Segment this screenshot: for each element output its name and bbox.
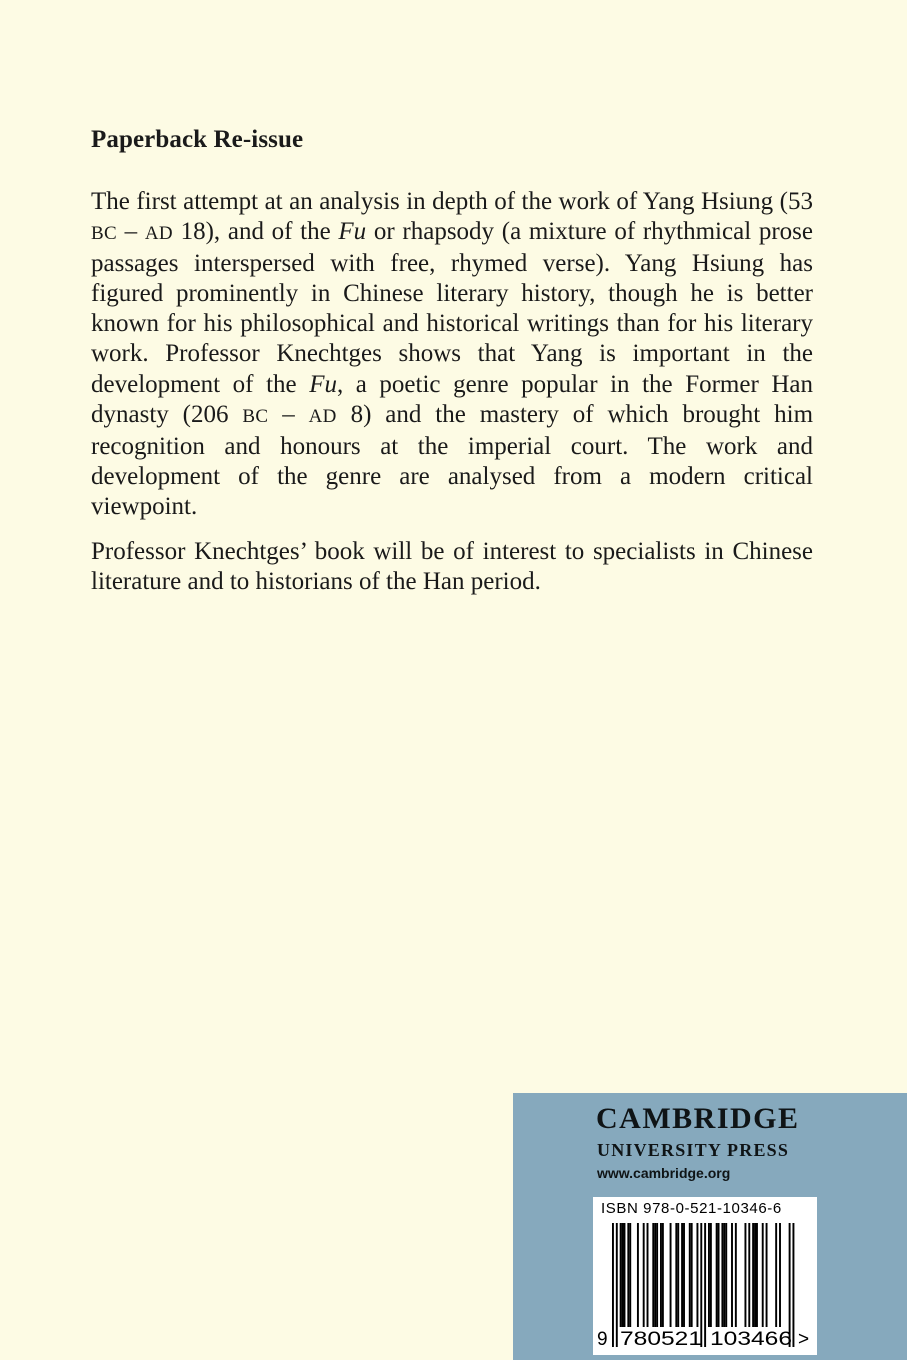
barcode-bar xyxy=(723,1223,725,1327)
barcode-lead-digit: 9 xyxy=(597,1329,608,1350)
barcode-bar xyxy=(721,1223,723,1327)
barcode-bar xyxy=(675,1223,677,1327)
barcode-bar xyxy=(660,1223,662,1327)
barcode-bar xyxy=(704,1223,706,1347)
desc-text: – xyxy=(116,218,145,246)
barcode-bar xyxy=(647,1223,649,1327)
era-ad: AD xyxy=(308,405,337,427)
barcode-right-digits: 103466 xyxy=(710,1329,792,1350)
era-bc: BC xyxy=(242,405,269,427)
barcode-bar xyxy=(710,1223,712,1327)
barcode-bar xyxy=(656,1223,658,1327)
audience-paragraph: Professor Knechtges’ book will be of interest to specialists in Chinese literature and to historians of the Han period. xyxy=(91,538,813,596)
barcode-bar xyxy=(629,1223,631,1327)
barcode-left-digits: 780521 xyxy=(620,1329,702,1350)
barcode-bar xyxy=(779,1223,781,1327)
barcode-bar xyxy=(627,1223,629,1327)
barcode-bar xyxy=(691,1223,693,1327)
desc-text: or rhapsody (a mixture of rhythmical prose passages interspersed with free, rhymed verse). Yang Hsiung has figured prominently in Chinese literary history, though he is better known for his philosophical and historical writings than for his literary work. Professor Knechtges shows that Yang is important in the development of the xyxy=(91,218,813,398)
publisher-panel xyxy=(513,1093,907,1360)
barcode-bar xyxy=(708,1223,710,1327)
barcode-bar xyxy=(652,1223,654,1327)
barcode-bar xyxy=(662,1223,664,1327)
era-ad: AD xyxy=(144,223,173,245)
heading: Paperback Re-issue xyxy=(91,126,304,153)
barcode-bar xyxy=(762,1223,764,1327)
barcode-bar xyxy=(731,1223,733,1327)
era-bc: BC xyxy=(91,223,117,245)
barcode-bar xyxy=(744,1223,746,1327)
barcode-bar xyxy=(637,1223,639,1327)
barcode-bar xyxy=(752,1223,754,1327)
barcode-bar xyxy=(681,1223,683,1327)
barcode-bar xyxy=(725,1223,727,1327)
barcode-bar xyxy=(792,1223,794,1347)
barcode-bar xyxy=(612,1223,614,1347)
barcode-bar xyxy=(766,1223,768,1327)
barcode-bar xyxy=(748,1223,750,1327)
barcode-end-mark: > xyxy=(798,1329,810,1350)
barcode-bar xyxy=(716,1223,718,1327)
fu-term: Fu xyxy=(309,370,337,398)
desc-text: , a poetic genre popular in the Former Han dynasty (206 xyxy=(91,370,813,428)
barcode xyxy=(593,1197,817,1355)
desc-text: – xyxy=(268,400,309,428)
barcode-bar xyxy=(624,1223,626,1327)
barcode-bar xyxy=(622,1223,624,1327)
barcode-bar xyxy=(696,1223,698,1327)
barcode-bar xyxy=(718,1223,720,1327)
barcode-bar xyxy=(775,1223,777,1327)
description-paragraph xyxy=(91,187,813,522)
fu-term: Fu xyxy=(338,218,367,246)
barcode-bar xyxy=(620,1223,622,1327)
desc-text: 8) and the mastery of which brought him recognition and honours at the imperial court. The work and development of the genre are analysed from a modern critical viewpoint. xyxy=(91,400,814,520)
barcode-bar xyxy=(643,1223,645,1327)
barcode-bar xyxy=(735,1223,737,1327)
desc-text: The first attempt at an analysis in depth of the work of Yang Hsiung (53 xyxy=(91,188,813,215)
barcode-bar xyxy=(683,1223,685,1327)
publisher-url: www.cambridge.org xyxy=(597,1165,731,1181)
barcode-bar xyxy=(677,1223,679,1327)
barcode-bar xyxy=(616,1223,618,1347)
barcode-bar xyxy=(756,1223,758,1327)
desc-text: 18), and of the xyxy=(172,218,339,246)
barcode-bar xyxy=(689,1223,691,1327)
publisher-name: CAMBRIDGE xyxy=(596,1102,800,1135)
barcode-bar xyxy=(670,1223,672,1327)
publisher-subtitle: UNIVERSITY PRESS xyxy=(597,1140,790,1160)
barcode-bar xyxy=(754,1223,756,1327)
barcode-box xyxy=(593,1197,817,1355)
isbn-label: ISBN 978-0-521-10346-6 xyxy=(601,1200,782,1217)
barcode-bar xyxy=(654,1223,656,1327)
